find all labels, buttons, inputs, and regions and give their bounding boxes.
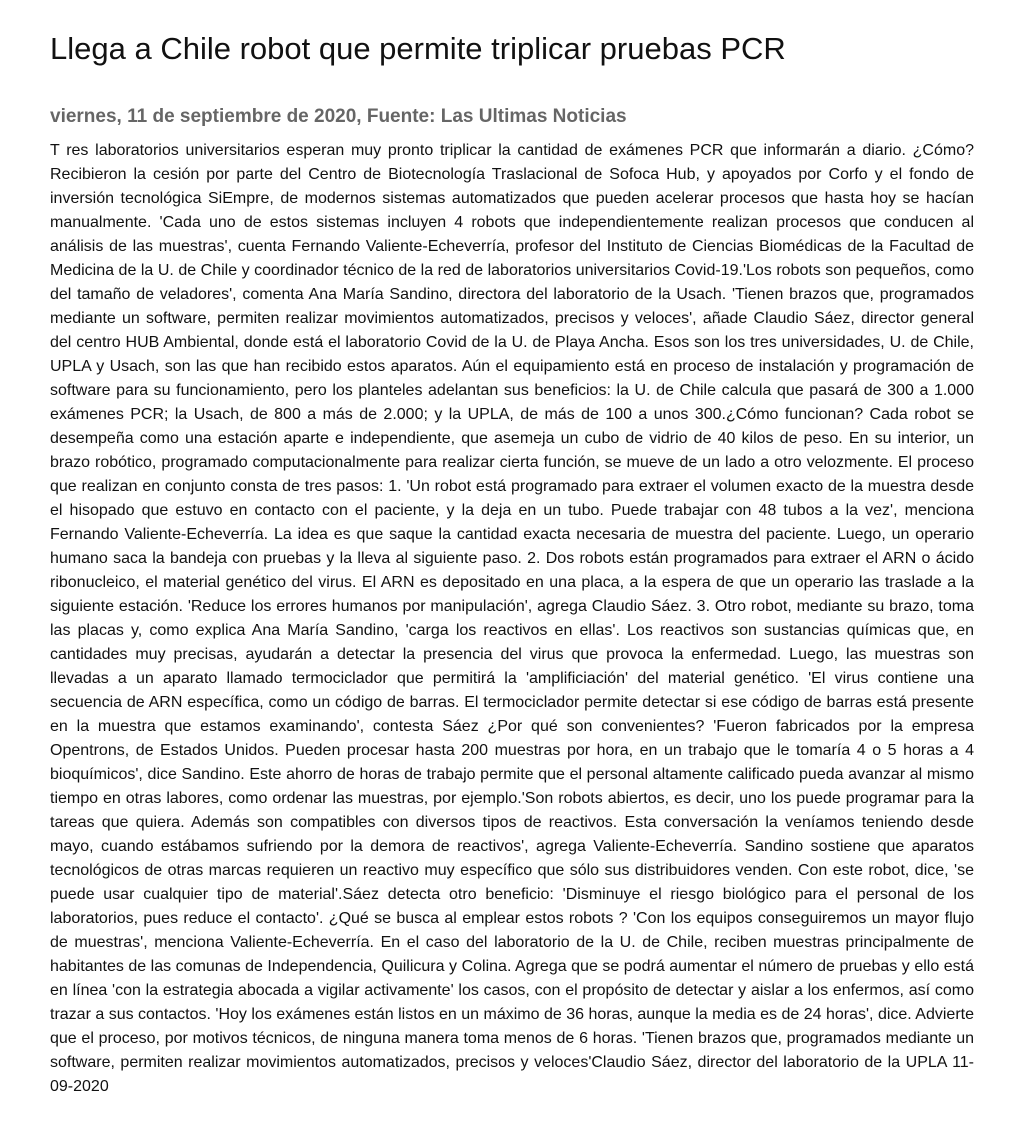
- article-title: Llega a Chile robot que permite triplicar pruebas PCR: [50, 31, 786, 66]
- article-dateline: viernes, 11 de septiembre de 2020, Fuente: Las Ultimas Noticias: [50, 106, 627, 127]
- article-body: T res laboratorios universitarios esperan muy pronto triplicar la cantidad de exámenes PCR que informarán a diario. ¿Cómo? Recibieron la cesión por parte del Centro de Biotecnología Traslacional de Sofoca Hub, y apoyados por Corfo y el fondo de inversión tecnológica SiEmpre, de modernos sistemas automatizados que pueden acelerar procesos que hasta hoy se hacían manualmente. 'Cada uno de estos sistemas incluyen 4 robots que independientemente realizan procesos que conducen al análisis de las muestras', cuenta Fernando Valiente-Echeverría, profesor del Instituto de Ciencias Biomédicas de la Facultad de Medicina de la U. de Chile y coordinador técnico de la red de laboratorios universitarios Covid-19.'Los robots son pequeños, como del tamaño de veladores', comenta Ana María Sandino, directora del laboratorio de la Usach. 'Tienen brazos que, programados mediante un software, permiten realizar movimientos automatizados, precisos y veloces', añade Claudio Sáez, director general del centro HUB Ambiental, donde está el laboratorio Covid de la U. de Playa Ancha. Esos son los tres universidades, U. de Chile, UPLA y Usach, son las que han recibido estos aparatos. Aún el equipamiento está en proceso de instalación y programación de software para su funcionamiento, pero los planteles adelantan sus beneficios: la U. de Chile calcula que pasará de 300 a 1.000 exámenes PCR; la Usach, de 800 a más de 2.000; y la UPLA, de más de 100 a unos 300.¿Cómo funcionan? Cada robot se desempeña como una estación aparte e independiente, que asemeja un cubo de vidrio de 40 kilos de peso. En su interior, un brazo robótico, programado computacionalmente para realizar cierta función, se mueve de un lado a otro velozmente. El proceso que realizan en conjunto consta de tres pasos: 1. 'Un robot está programado para extraer el volumen exacto de la muestra desde el hisopado que estuvo en contacto con el paciente, y la deja en un tubo. Puede trabajar con 48 tubos a la vez', menciona Fernando Valiente-Echeverría. La idea es que saque la cantidad exacta necesaria de muestra del paciente. Luego, un operario humano saca la bandeja con pruebas y la lleva al siguiente paso. 2. Dos robots están programados para extraer el ARN o ácido ribonucleico, el material genético del virus. El ARN es depositado en una placa, a la espera de que un operario las traslade a la siguiente estación. 'Reduce los errores humanos por manipulación', agrega Claudio Sáez. 3. Otro robot, mediante su brazo, toma las placas y, como explica Ana María Sandino, 'carga los reactivos en ellas'. Los reactivos son sustancias químicas que, en cantidades muy precisas, ayudarán a detectar la presencia del virus que provoca la enfermedad. Luego, las muestras son llevadas a un aparato llamado termociclador que permitirá la 'amplificiación' del material genético. 'El virus contiene una secuencia de ARN específica, como un código de barras. El termociclador permite detectar si ese código de barras está presente en la muestra que estamos examinando', contesta Sáez ¿Por qué son convenientes? 'Fueron fabricados por la empresa Opentrons, de Estados Unidos. Pueden procesar hasta 200 muestras por hora, en un trabajo que le tomaría 4 o 5 horas a 4 bioquímicos', dice Sandino. Este ahorro de horas de trabajo permite que el personal altamente calificado pueda avanzar al mismo tiempo en otras labores, como ordenar las muestras, por ejemplo.'Son robots abiertos, es decir, uno los puede programar para la tareas que quiera. Además son compatibles con diversos tipos de reactivos. Esta conversación la veníamos teniendo desde mayo, cuando estábamos sufriendo por la demora de reactivos', agrega Valiente-Echeverría. Sandino sostiene que aparatos tecnológicos de otras marcas requieren un reactivo muy específico que sólo sus distribuidores venden. Con este robot, dice, 'se puede usar cualquier tipo de material'.Sáez detecta otro beneficio: 'Disminuye el riesgo biológico para el personal de los laboratorios, pues reduce el contacto'. ¿Qué se busca al emplear estos robots ? 'Con los equipos conseguiremos un mayor flujo de muestras', menciona Valiente-Echeverría. En el caso del laboratorio de la U. de Chile, reciben muestras principalmente de habitantes de las comunas de Independencia, Quilicura y Colina. Agrega que se podrá aumentar el número de pruebas y ello está en línea 'con la estrategia abocada a vigilar activamente' los casos, con el propósito de detectar y aislar a los enfermos, así como trazar a sus contactos. 'Hoy los exámenes están listos en un máximo de 36 horas, aunque la media es de 24 horas', dice. Advierte que el proceso, por motivos técnicos, de ninguna manera toma menos de 6 horas. 'Tienen brazos que, programados mediante un software, permiten realizar movimientos automatizados, precisos y veloces'Claudio Sáez, director del laboratorio de la UPLA 11-09-2020: [50, 142, 974, 1095]
